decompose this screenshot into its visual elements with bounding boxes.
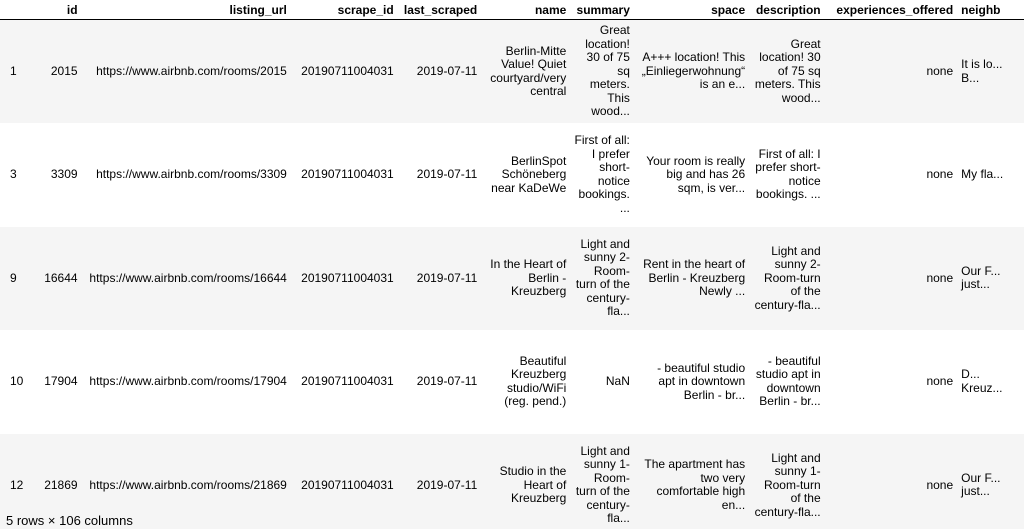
cell-description: First of all: I prefer short-notice bookings. ... — [755, 146, 821, 202]
cell-id: 17904 — [44, 374, 78, 388]
cell-experiences-offered: none — [926, 167, 954, 181]
cell-experiences-offered: none — [926, 270, 954, 285]
cell-neighborhood-overview: It is lo... B... — [961, 57, 1003, 85]
column-header-experiences-offered: experiences_offered — [825, 0, 958, 20]
table-row — [0, 227, 1024, 331]
row-index: 9 — [10, 270, 17, 285]
row-index: 1 — [10, 63, 17, 78]
cell-neighborhood-overview: Our F... just... — [961, 470, 1001, 499]
cell-scrape-id: 20190711004031 — [301, 374, 394, 388]
column-header-name: name — [481, 0, 570, 20]
cell-id: 16644 — [44, 270, 78, 285]
column-header-last-scraped: last_scraped — [398, 0, 482, 20]
table-row — [0, 20, 1024, 124]
cell-space: - beautiful studio apt in downtown Berlin - br... — [657, 360, 746, 402]
cell-last-scraped: 2019-07-11 — [416, 374, 478, 388]
cell-description: - beautiful studio apt in downtown Berlin - br... — [755, 353, 821, 409]
column-header-space: space — [634, 0, 749, 20]
row-index: 10 — [10, 374, 24, 388]
cell-last-scraped: 2019-07-11 — [416, 477, 478, 492]
cell-description: Great location! 30 of 75 sq meters. This wood... — [754, 36, 821, 105]
row-index: 12 — [10, 477, 24, 492]
cell-listing-url: https://www.airbnb.com/rooms/17904 — [89, 374, 287, 388]
cell-neighborhood-overview: My fla... — [961, 167, 1004, 181]
header-row — [0, 0, 1024, 20]
cell-space: Your room is really big and has 26 sqm, is ver... — [646, 153, 746, 195]
cell-description: Light and sunny 2-Room-turn of the century-fla... — [754, 243, 821, 312]
cell-name: In the Heart of Berlin - Kreuzberg — [490, 257, 567, 298]
cell-description: Light and sunny 1-Room-turn of the century-fla... — [754, 450, 821, 519]
cell-name: Studio in the Heart of Kreuzberg — [499, 464, 567, 505]
cell-summary: Light and sunny 1-Room-turn of the century-fla... — [575, 443, 630, 526]
cell-id: 2015 — [50, 63, 78, 78]
cell-experiences-offered: none — [926, 374, 954, 388]
table-row — [0, 330, 1024, 434]
cell-id: 21869 — [44, 477, 78, 492]
cell-last-scraped: 2019-07-11 — [416, 270, 478, 285]
cell-name: Beautiful Kreuzberg studio/WiFi (reg. pend.) — [504, 353, 567, 409]
cell-experiences-offered: none — [926, 477, 954, 492]
cell-name: BerlinSpot Schöneberg near KaDeWe — [491, 153, 567, 195]
cell-summary: Light and sunny 2-Room-turn of the century-fla... — [575, 236, 630, 319]
cell-neighborhood-overview: D... Kreuz... — [961, 367, 1003, 395]
cell-space: A+++ location! This „Einliegerwohnung“ is an e... — [641, 50, 746, 92]
table-row — [0, 434, 1024, 529]
shape-summary: 5 rows × 106 columns — [6, 513, 133, 528]
cell-space: The apartment has two very comfortable high en... — [644, 457, 746, 512]
cell-listing-url: https://www.airbnb.com/rooms/3309 — [96, 167, 287, 181]
cell-space: Rent in the heart of Berlin - Kreuzberg Newly ... — [643, 257, 746, 298]
cell-listing-url: https://www.airbnb.com/rooms/2015 — [96, 63, 287, 78]
cell-scrape-id: 20190711004031 — [301, 167, 394, 181]
row-index: 3 — [10, 167, 17, 181]
cell-scrape-id: 20190711004031 — [301, 63, 394, 78]
column-header-description: description — [749, 0, 824, 20]
cell-name: Berlin-Mitte Value! Quiet courtyard/very central — [490, 43, 567, 98]
cell-neighborhood-overview: Our F... just... — [961, 263, 1001, 292]
cell-summary: First of all: I prefer short-notice bookings. ... — [574, 133, 630, 215]
column-header-index — [0, 0, 38, 20]
cell-summary: NaN — [605, 374, 630, 388]
cell-last-scraped: 2019-07-11 — [416, 167, 478, 181]
table-row — [0, 123, 1024, 227]
table-body — [0, 20, 1024, 529]
column-header-neighborhood-overview: neighb — [957, 0, 1024, 20]
column-header-id: id — [38, 0, 82, 20]
cell-scrape-id: 20190711004031 — [301, 477, 394, 492]
cell-id: 3309 — [50, 167, 78, 181]
column-header-summary: summary — [570, 0, 634, 20]
cell-scrape-id: 20190711004031 — [301, 270, 394, 285]
cell-experiences-offered: none — [926, 63, 954, 78]
cell-last-scraped: 2019-07-11 — [416, 63, 478, 78]
cell-listing-url: https://www.airbnb.com/rooms/16644 — [89, 270, 287, 285]
column-header-scrape-id: scrape_id — [291, 0, 398, 20]
cell-summary: Great location! 30 of 75 sq meters. This wood... — [585, 23, 630, 119]
column-header-listing-url: listing_url — [82, 0, 291, 20]
cell-listing-url: https://www.airbnb.com/rooms/21869 — [89, 477, 287, 492]
